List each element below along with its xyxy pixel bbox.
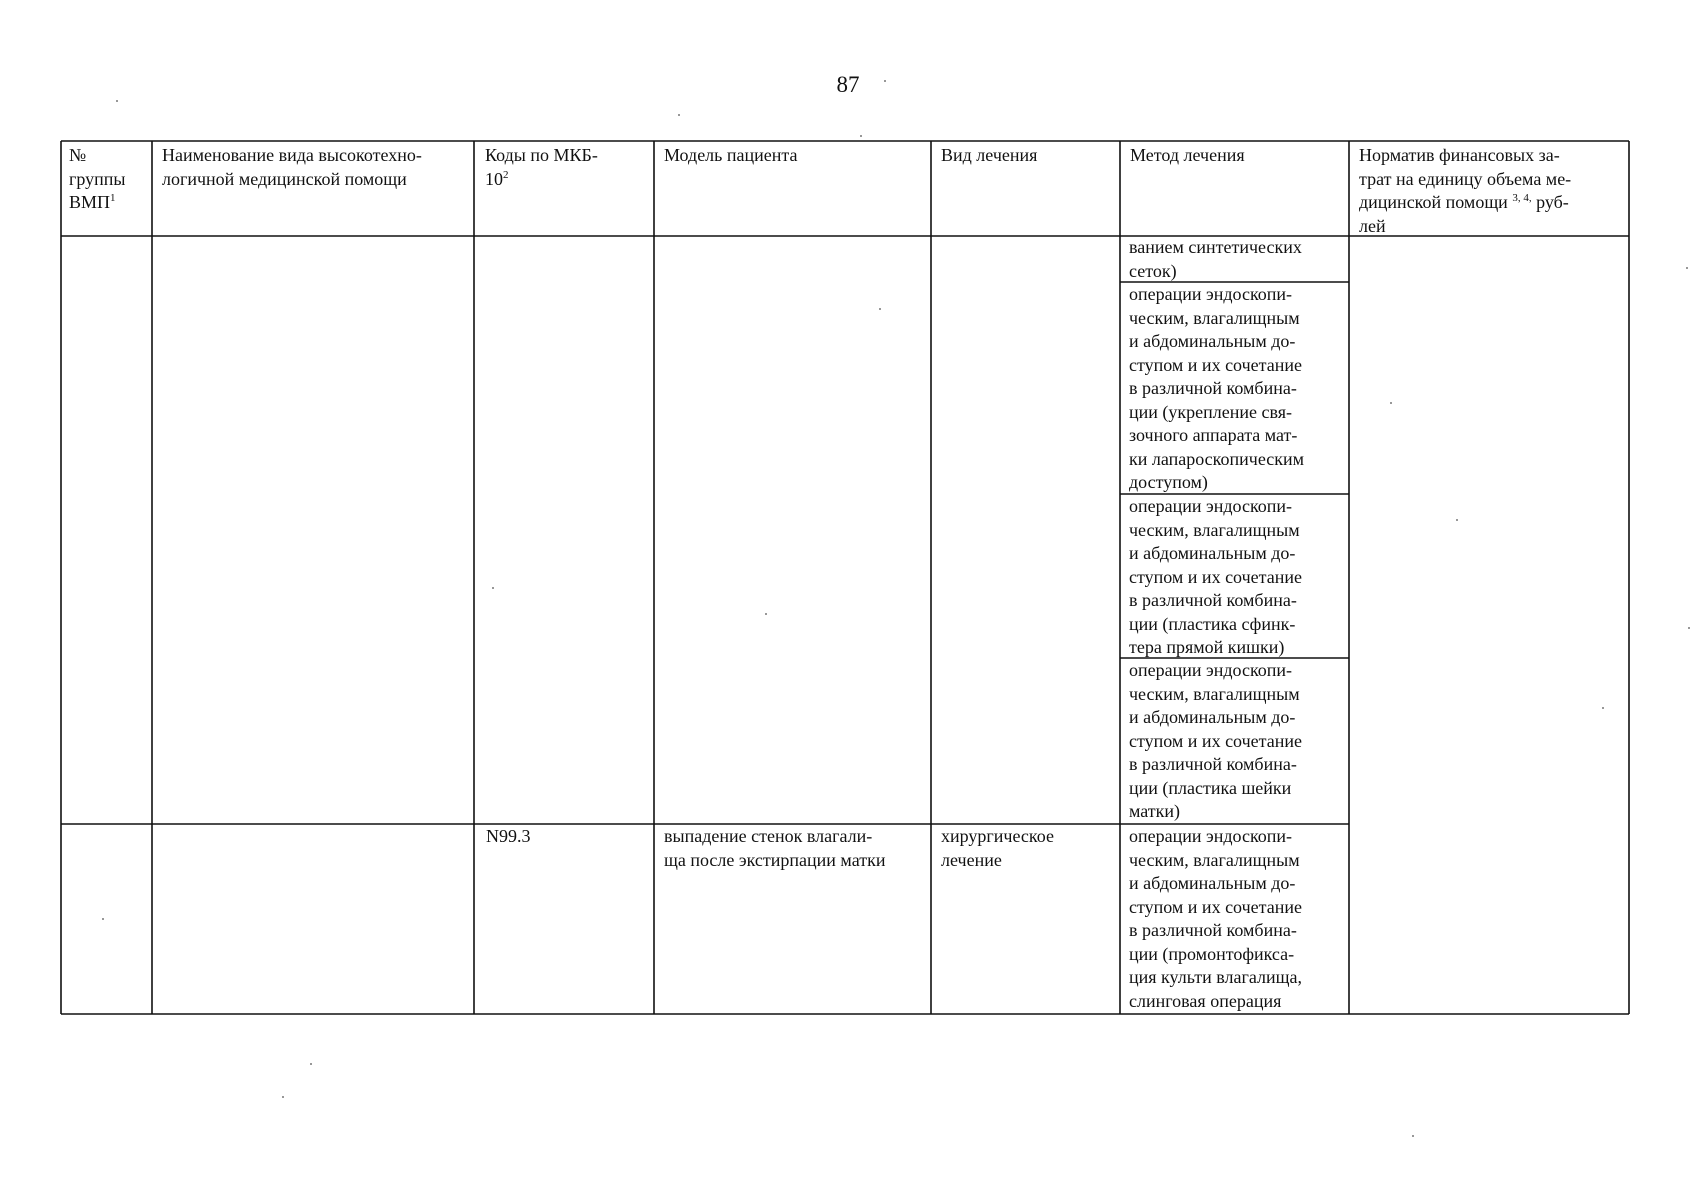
scan-speck: [860, 135, 862, 137]
header-patient-model: Модель пациента: [664, 145, 798, 165]
method-cell-sphincter-plasty: операции эндоскопи- ческим, влагалищным и абдоминальным до- ступом и их сочетание в различной комбина- ции (пластика сфинк- тера прямой кишки): [1129, 496, 1302, 657]
header-group-number-label: № группы ВМП: [69, 145, 126, 212]
scan-speck: [1686, 267, 1688, 269]
header-treatment-method: Метод лечения: [1130, 145, 1245, 165]
header-cost-standard: [1359, 144, 1625, 238]
header-cost-standard-label: Норматив финансовых за- трат на единицу объема ме- дицинской помощи: [1359, 145, 1572, 212]
method-cell-synthetic-mesh: ванием синтетических сеток): [1129, 237, 1302, 281]
header-icd-codes: [485, 144, 650, 191]
header-icd-codes-footnote: 2: [503, 168, 509, 181]
scan-speck: [1456, 519, 1458, 521]
scan-speck: [1412, 1135, 1414, 1137]
header-group-number-footnote: 1: [110, 192, 116, 204]
scan-speck: [879, 308, 881, 310]
header-treatment-type: Вид лечения: [941, 145, 1038, 165]
scan-speck: [1688, 627, 1690, 629]
header-cost-standard-unit: руб- лей: [1359, 192, 1569, 236]
header-icd-codes-label: Коды по МКБ- 10: [485, 145, 598, 189]
scan-speck: [1390, 402, 1392, 404]
row-treatment-method: операции эндоскопи- ческим, влагалищным и абдоминальным до- ступом и их сочетание в различной комбина- ции (промонтофикса- ция культи влагалища, слинговая операция: [1129, 826, 1302, 1011]
scan-speck: [116, 100, 118, 102]
row-icd-code: N99.3: [486, 826, 531, 846]
method-cell-uterine-ligament: операции эндоскопи- ческим, влагалищным и абдоминальным до- ступом и их сочетание в различной комбина- ции (укрепление свя- зочного аппарата мат- ки лапароскопическим доступом): [1129, 284, 1305, 492]
page-number: 87: [836, 72, 860, 97]
method-cell-cervix-plasty: операции эндоскопи- ческим, влагалищным и абдоминальным до- ступом и их сочетание в различной комбина- ции (пластика шейки матки): [1129, 660, 1302, 821]
scan-speck: [678, 114, 680, 116]
header-group-number: [69, 144, 149, 215]
row-patient-model: выпадение стенок влагали- ща после экстирпации матки: [664, 826, 886, 870]
scan-speck: [1602, 707, 1604, 709]
scan-speck: [492, 587, 494, 589]
scan-speck: [282, 1096, 284, 1098]
scan-speck: [310, 1063, 312, 1065]
header-care-type-name: Наименование вида высокотехно- логичной медицинской помощи: [162, 145, 422, 189]
header-cost-standard-footnote: 3, 4,: [1512, 192, 1532, 204]
row-treatment-type: хирургическое лечение: [941, 826, 1054, 870]
scan-speck: [102, 918, 104, 920]
scan-speck: [765, 613, 767, 615]
scan-speck: [884, 80, 886, 82]
